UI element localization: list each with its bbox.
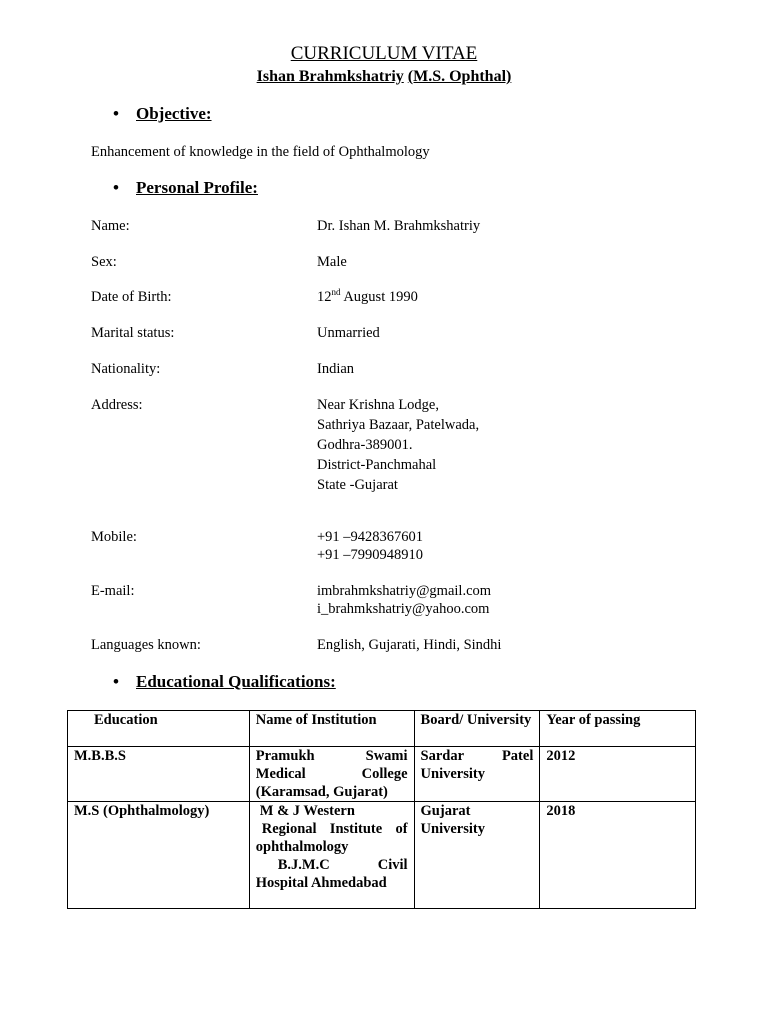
candidate-name: Ishan Brahmkshatriy: [256, 68, 404, 85]
marital-status-label: Marital status:: [91, 325, 175, 341]
address-line: Sathriya Bazaar, Patelwada,: [317, 417, 480, 433]
address-line: Near Krishna Lodge,: [317, 397, 439, 413]
education-heading: • Educational Qualifications:: [113, 672, 336, 691]
sex-value: Male: [317, 254, 347, 270]
bullet-icon: •: [113, 104, 119, 123]
table-header-row: [68, 711, 696, 747]
year-cell: 2012: [540, 747, 696, 802]
nationality-value: Indian: [317, 361, 355, 377]
table-row: [68, 747, 696, 802]
document-subtitle: [0, 67, 768, 86]
mobile-number: +91 –7990948910: [317, 547, 424, 563]
institution-cell: M & J Western Regional Institute of ophthalmology B.J.M.C Civil Hospital Ahmedabad: [249, 802, 414, 909]
mobile-label: Mobile:: [91, 529, 137, 545]
address-line: District-Panchmahal: [317, 457, 437, 473]
personal-profile-heading: • Personal Profile:: [113, 178, 258, 197]
nationality-label: Nationality:: [91, 361, 161, 377]
email-address: imbrahmkshatriy@gmail.com: [317, 583, 492, 599]
table-header-cell: Year of passing: [540, 711, 696, 747]
languages-label: Languages known:: [91, 637, 201, 653]
address-line: State -Gujarat: [317, 477, 398, 493]
institution-cell: Pramukh Swami Medical College (Karamsad, Gujarat): [249, 747, 414, 802]
address-value: [317, 395, 479, 495]
email-address: i_brahmkshatriy@yahoo.com: [317, 601, 490, 617]
dob-label: Date of Birth:: [91, 289, 172, 305]
board-cell: Gujarat University: [414, 802, 540, 909]
languages-value: English, Gujarati, Hindi, Sindhi: [317, 637, 502, 653]
table-row: [68, 802, 696, 909]
name-value: Dr. Ishan M. Brahmkshatriy: [317, 218, 481, 234]
bullet-icon: •: [113, 178, 119, 197]
table-header-cell: Name of Institution: [249, 711, 414, 747]
objective-heading: • Objective:: [113, 104, 212, 123]
email-label: E-mail:: [91, 583, 135, 599]
document-title: CURRICULUM VITAE: [290, 43, 478, 64]
year-cell: 2018: [540, 802, 696, 909]
education-cell: M.S (Ophthalmology): [68, 802, 250, 909]
table-header-cell: Education: [68, 711, 250, 747]
dob-value: 12nd August 1990: [317, 287, 418, 305]
table-header-cell: Board/ University: [414, 711, 540, 747]
objective-text: Enhancement of knowledge in the field of Ophthalmology: [91, 144, 430, 160]
board-cell: Sardar Patel University: [414, 747, 540, 802]
education-cell: M.B.B.S: [68, 747, 250, 802]
sex-label: Sex:: [91, 254, 117, 270]
bullet-icon: •: [113, 672, 119, 691]
marital-status-value: Unmarried: [317, 325, 380, 341]
mobile-value: [317, 528, 423, 564]
address-label: Address:: [91, 397, 143, 413]
mobile-number: +91 –9428367601: [317, 529, 424, 545]
candidate-degree: (M.S. Ophthal): [407, 68, 512, 85]
email-value: [317, 582, 491, 618]
education-table: [67, 710, 696, 909]
address-line: Godhra-389001.: [317, 437, 413, 453]
name-label: Name:: [91, 218, 130, 234]
